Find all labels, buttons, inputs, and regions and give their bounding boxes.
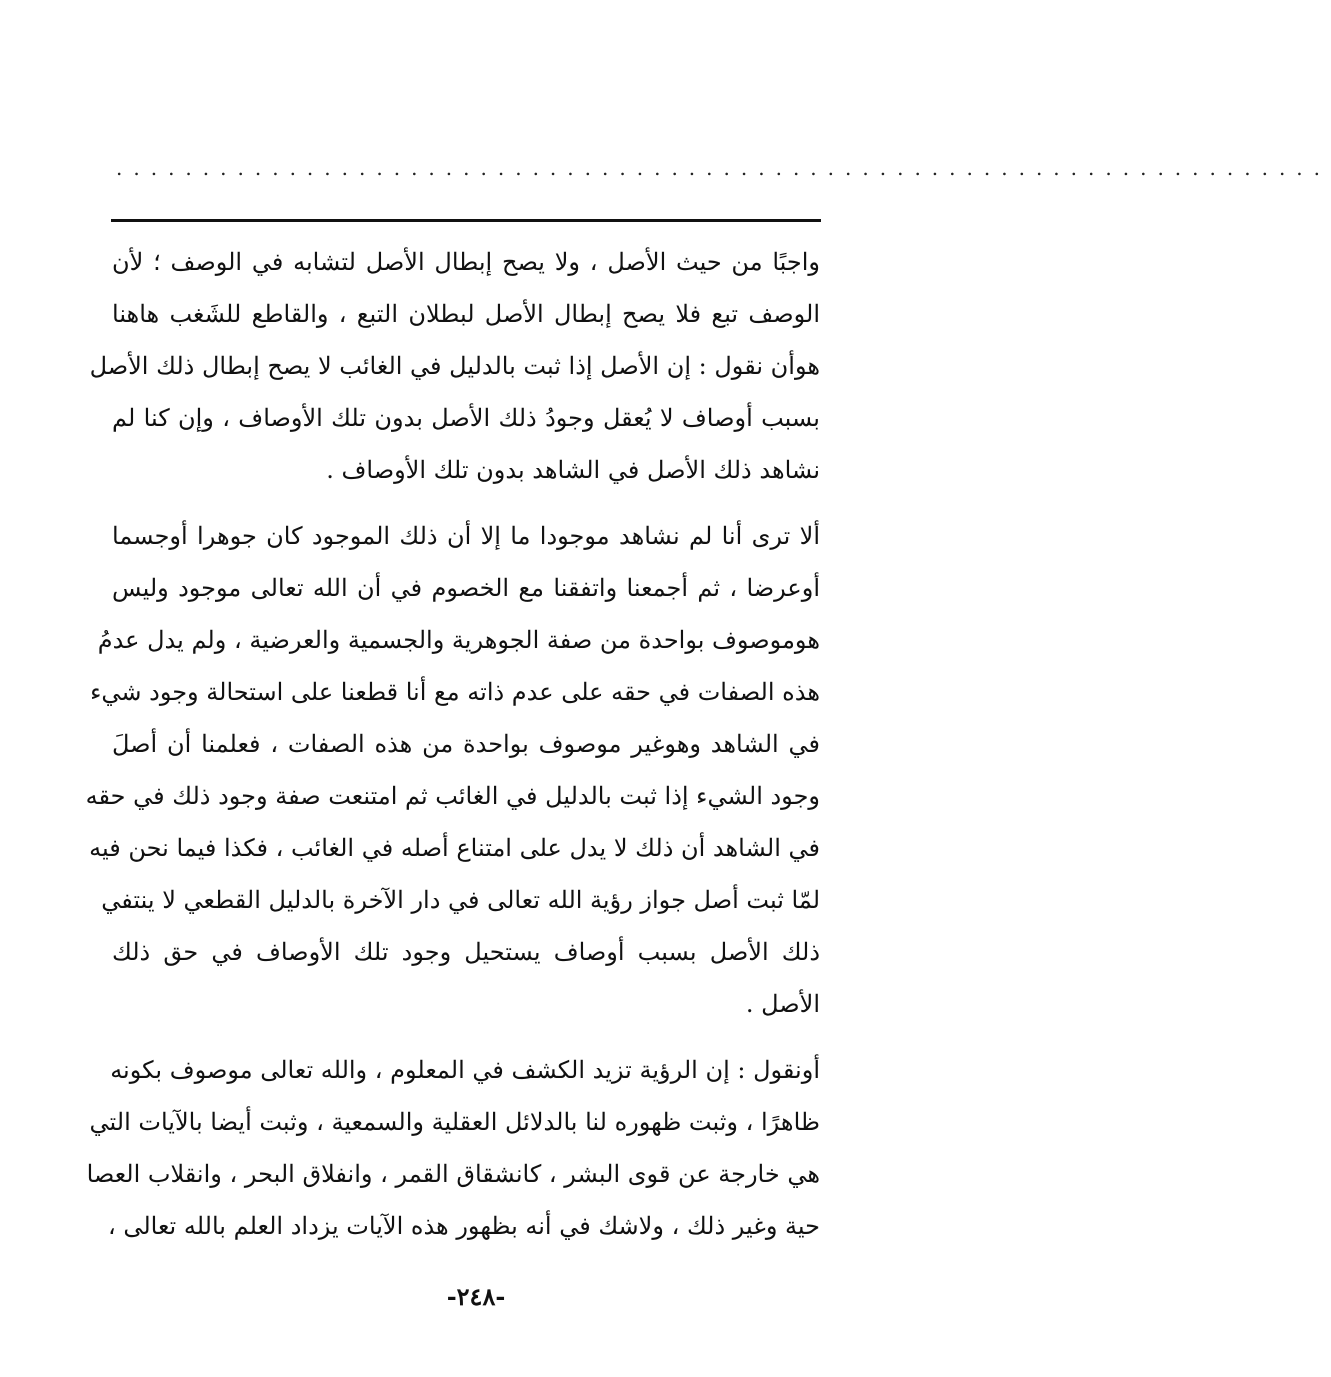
text-line: في الشاهد أن ذلك لا يدل على امتناع أصله في الغائب ، فكذا فيما نحن فيه (89, 834, 820, 862)
text-line: أوعرضا ، ثم أجمعنا واتفقنا مع الخصوم في أن الله تعالى موجود وليس (112, 574, 820, 602)
text-line: هي خارجة عن قوى البشر ، كانشقاق القمر ، وانفلاق البحر ، وانقلاب العصا (86, 1160, 820, 1188)
paragraph-gap (112, 1030, 820, 1044)
text-line: الوصف تبع فلا يصح إبطال الأصل لبطلان التبع ، والقاطع للشَغب هاهنا (112, 300, 820, 328)
text-line: واجبًا من حيث الأصل ، ولا يصح إبطال الأصل لتشابه في الوصف ؛ لأن (112, 248, 820, 276)
header-rule (111, 219, 821, 222)
text-line: حية وغير ذلك ، ولاشك في أنه بظهور هذه الآيات يزداد العلم بالله تعالى ، (107, 1212, 820, 1240)
body-text (85, 236, 820, 1252)
paragraph-1 (89, 236, 820, 496)
text-line: أونقول : إن الرؤية تزيد الكشف في المعلوم ، والله تعالى موصوف بكونه (110, 1056, 820, 1084)
paragraph-gap (112, 496, 820, 510)
header-dots: ...................................................................... (116, 156, 1331, 180)
text-line: نشاهد ذلك الأصل في الشاهد بدون تلك الأوصاف . (326, 456, 820, 484)
text-line: هوأن نقول : إن الأصل إذا ثبت بالدليل في الغائب لا يصح إبطال ذلك الأصل (89, 352, 820, 380)
paragraph-3 (86, 1044, 820, 1252)
text-line: ذلك الأصل بسبب أوصاف يستحيل وجود تلك الأوصاف في حق ذلك (112, 938, 820, 966)
text-line: هوموصوف بواحدة من صفة الجوهرية والجسمية والعرضية ، ولم يدل عدمُ (97, 626, 820, 654)
text-line: ألا ترى أنا لم نشاهد موجودا ما إلا أن ذلك الموجود كان جوهرا أوجسما (112, 522, 820, 550)
paragraph-2 (85, 510, 820, 1030)
text-line: الأصل . (745, 990, 820, 1018)
text-line: ظاهرًا ، وثبت ظهوره لنا بالدلائل العقلية والسمعية ، وثبت أيضا بالآيات التي (89, 1108, 820, 1136)
page-number: -٢٤٨- (446, 1282, 506, 1311)
text-line: هذه الصفات في حقه على عدم ذاته مع أنا قطعنا على استحالة وجود شيء (90, 678, 820, 706)
text-line: بسبب أوصاف لا يُعقل وجودُ ذلك الأصل بدون تلك الأوصاف ، وإن كنا لم (112, 404, 820, 432)
text-line: في الشاهد وهوغير موصوف بواحدة من هذه الصفات ، فعلمنا أن أصلَ (112, 730, 820, 758)
text-line: لمّا ثبت أصل جواز رؤية الله تعالى في دار الآخرة بالدليل القطعي لا ينتفي (101, 886, 820, 914)
text-line: وجود الشيء إذا ثبت بالدليل في الغائب ثم امتنعت صفة وجود ذلك في حقه (85, 782, 820, 810)
